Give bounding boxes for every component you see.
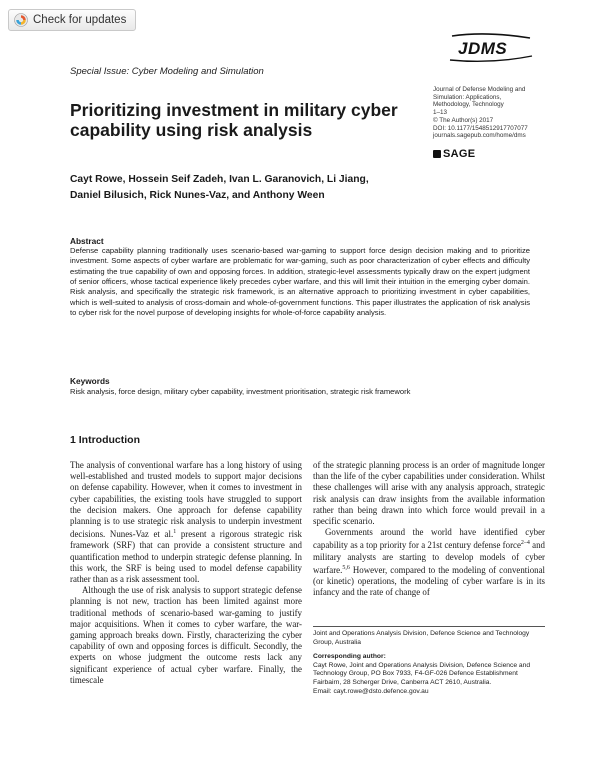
special-issue-label: Special Issue: Cyber Modeling and Simulation [70,66,264,77]
paragraph [70,460,302,585]
citation-link[interactable]: 5,6 [342,564,350,571]
publisher-name: SAGE [443,148,476,160]
body-column-right [313,460,545,598]
section-heading: 1 Introduction [70,434,140,446]
author-list [70,172,540,204]
check-for-updates-icon [14,13,28,27]
corresponding-author-heading: Corresponding author: [313,653,386,661]
journal-info-line: Methodology, Technology [433,101,504,109]
abstract-text: Defense capability planning traditionally uses scenario-based war-gaming to support force design decision making and to prioritize investment. Some aspects of cyber warfare are problematic for war-gaming, such as poor characterization of cyber effects and difficulty estimating the true capability of own and opposing forces. In addition, strategic-level assessments typically draw on the expert judgment of senior officers, whose tactical experience likely precedes cyber warfare, and this will limit their intuition in the emerging cyber domain. Risk analysis, and specifically the strategic risk framework, is an alternative approach to prioritizing investment in cyber capabilities, which is well-suited to analysis of cross-domain and whole-of-government functions. This paper illustrates the application of risk analysis to cyber risk for the novel purpose of developing insights for whole-of-force capability analysis. [70,246,530,318]
journal-info-line: Simulation: Applications, [433,93,502,101]
paragraph-text: and military analysts are starting to develop models of cyber warfare. [313,540,545,575]
check-for-updates-button[interactable] [8,9,136,31]
doi-link[interactable]: DOI: 10.1177/1548512917707077 [433,124,528,132]
check-for-updates-label: Check for updates [33,14,127,26]
corresponding-author-text: Cayt Rowe, Joint and Operations Analysis Division, Defence Science and Technology Group, PO Box 7933, F4-GF-026 Defence Establishment Fairbairn, 28 Scherger Drive, Canberra ACT 2610, Australia. [313,661,531,686]
footnotes [313,630,545,696]
footnote-divider [313,626,545,627]
paragraph-text: The analysis of conventional warfare has a long history of using well-established and trusted models to support major decisions on defense capability. However, when it comes to investment in cyber capabilities, the existing tools have struggled to support the decision makers. One approach for defense capability planning is to use strategic risk analysis to underpin investment decisions. Nunes-Vaz et al. [70,460,302,540]
journal-info [433,86,583,140]
paragraph-text: present a rigorous strategic risk framework (SRF) that can provide a consistent structure and quantification method to underpin strategic defense planning. In this work, the SRF is being used to model defense capability rather than as a risk assessment tool. [70,529,302,584]
author-line: Cayt Rowe, Hossein Seif Zadeh, Ivan L. Garanovich, Li Jiang, [70,174,369,185]
journal-info-line: Journal of Defense Modeling and [433,86,526,93]
keywords-text: Risk analysis, force design, military cyber capability, investment prioritisation, strategic risk framework [70,387,411,396]
article-title: Prioritizing investment in military cyber capability using risk analysis [70,100,398,140]
abstract-heading: Abstract [70,236,104,246]
journal-logo-text: JDMS [458,39,508,58]
author-line: Daniel Bilusich, Rick Nunes-Vaz, and Anthony Ween [70,190,325,201]
paragraph: Although the use of risk analysis to support strategic defense planning is not new, traction has been limited against more traditional methods of scenario-based war-gaming to justify major acquisitions. When it comes to cyber warfare, the war-gaming approach breaks down. Firstly, characterizing the cyber capability of own and opposing forces is difficult. Secondly, the experts on whose judgment the outcome rests lack any significant experience of actual cyber warfare. Finally, the timescale [70,585,302,685]
journal-url-link[interactable]: journals.sagepub.com/home/dms [433,132,526,140]
paragraph-text: However, compared to the modeling of conventional (or kinetic) operations, the modeling of cyber warfare is in its infancy and the rate of change of [313,564,545,598]
affiliation-note: Joint and Operations Analysis Division, Defence Science and Technology Group, Australia [313,630,530,646]
keywords-heading: Keywords [70,376,110,386]
citation-link[interactable]: 2–4 [520,540,530,547]
sage-icon [433,150,441,158]
paragraph-text: Governments around the world have identified cyber capability as a top priority for a 21st century defense force [313,527,545,551]
journal-info-line: 1–13 [433,109,448,117]
body-column-left [70,460,302,686]
paragraph: of the strategic planning process is an order of magnitude longer than the life of the cyber capabilities under consideration. Whilst these challenges will arise with any analysis approach, strategic risk analysis can draw insights from the available information rather than being drawn into which force would prevail in a specific scenario. [313,460,545,527]
citation-link[interactable]: 1 [173,529,177,536]
journal-info-line: © The Author(s) 2017 [433,116,494,124]
journal-logo [446,33,536,63]
publisher-logo [433,148,475,160]
paragraph [313,527,545,598]
email-link[interactable]: Email: cayt.rowe@dsto.defence.gov.au [313,687,429,695]
